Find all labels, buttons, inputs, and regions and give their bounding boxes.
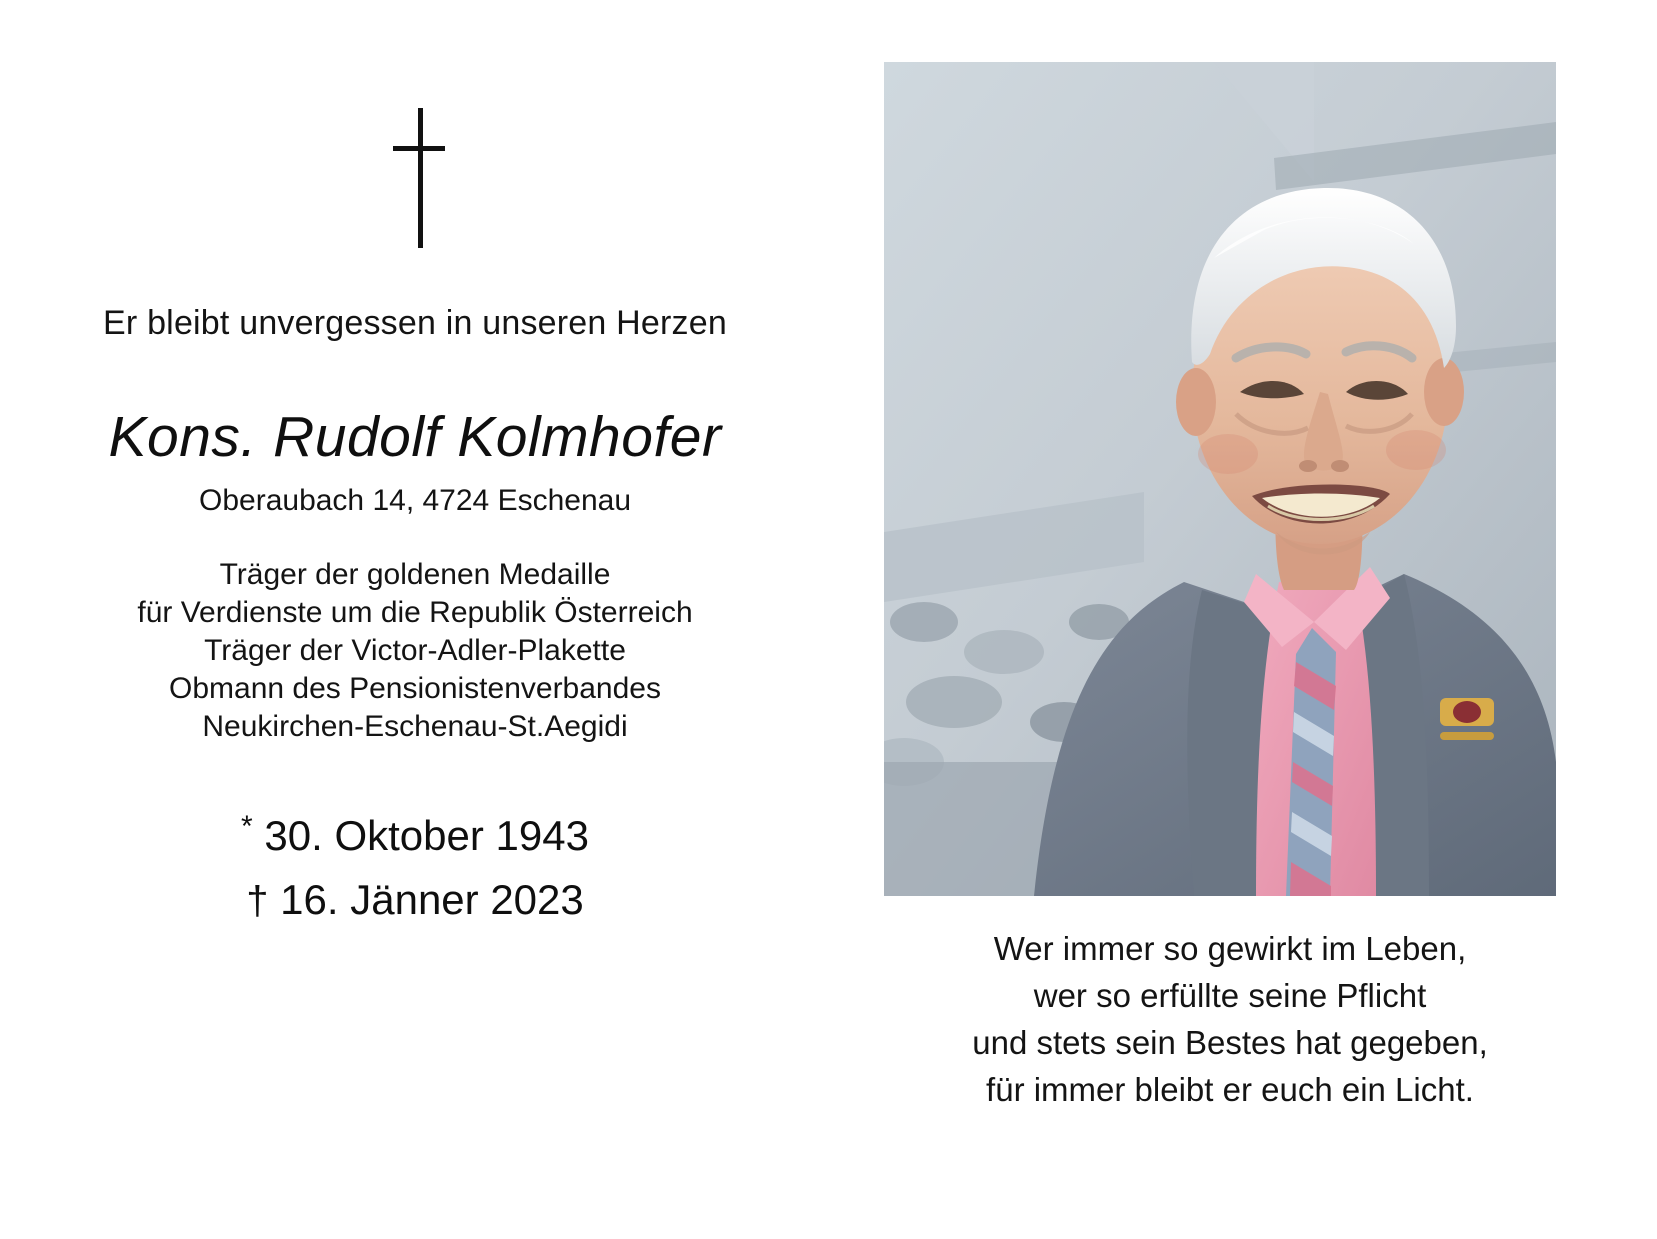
- honour-line: Obmann des Pensionistenverbandes: [169, 672, 661, 705]
- death-dagger-symbol: †: [246, 879, 269, 923]
- verse-line: für immer bleibt er euch ein Licht.: [986, 1071, 1474, 1108]
- cross-horizontal-bar: [393, 146, 445, 151]
- cross-icon: [393, 108, 445, 248]
- death-date: 16. Jänner 2023: [280, 876, 584, 923]
- birth-star-symbol: *: [241, 810, 253, 843]
- verse-line: Wer immer so gewirkt im Leben,: [993, 930, 1467, 967]
- address-line: Oberaubach 14, 4724 Eschenau: [199, 484, 631, 517]
- verse-line: wer so erfüllte seine Pflicht: [1033, 977, 1427, 1014]
- cross-vertical-bar: [418, 108, 423, 248]
- birth-date-row: [0, 795, 830, 868]
- memoriam-line: Er bleibt unvergessen in unseren Herzen: [103, 304, 727, 342]
- verse-line: und stets sein Bestes hat gegeben,: [972, 1024, 1488, 1061]
- honour-line: für Verdienste um die Republik Österreich: [137, 596, 693, 629]
- verse-block: [880, 925, 1580, 1113]
- portrait-photo: [884, 62, 1556, 896]
- honour-line: Träger der Victor-Adler-Plakette: [204, 634, 626, 667]
- deceased-name: Kons. Rudolf Kolmhofer: [108, 405, 722, 469]
- life-dates: [0, 795, 830, 933]
- honour-line: Neukirchen-Eschenau-St.Aegidi: [202, 710, 628, 743]
- honour-line: Träger der goldenen Medaille: [219, 558, 611, 591]
- death-date-row: [0, 868, 830, 933]
- honours-list: [0, 556, 830, 746]
- birth-date: 30. Oktober 1943: [264, 812, 589, 859]
- card-right-column: [880, 0, 1657, 1239]
